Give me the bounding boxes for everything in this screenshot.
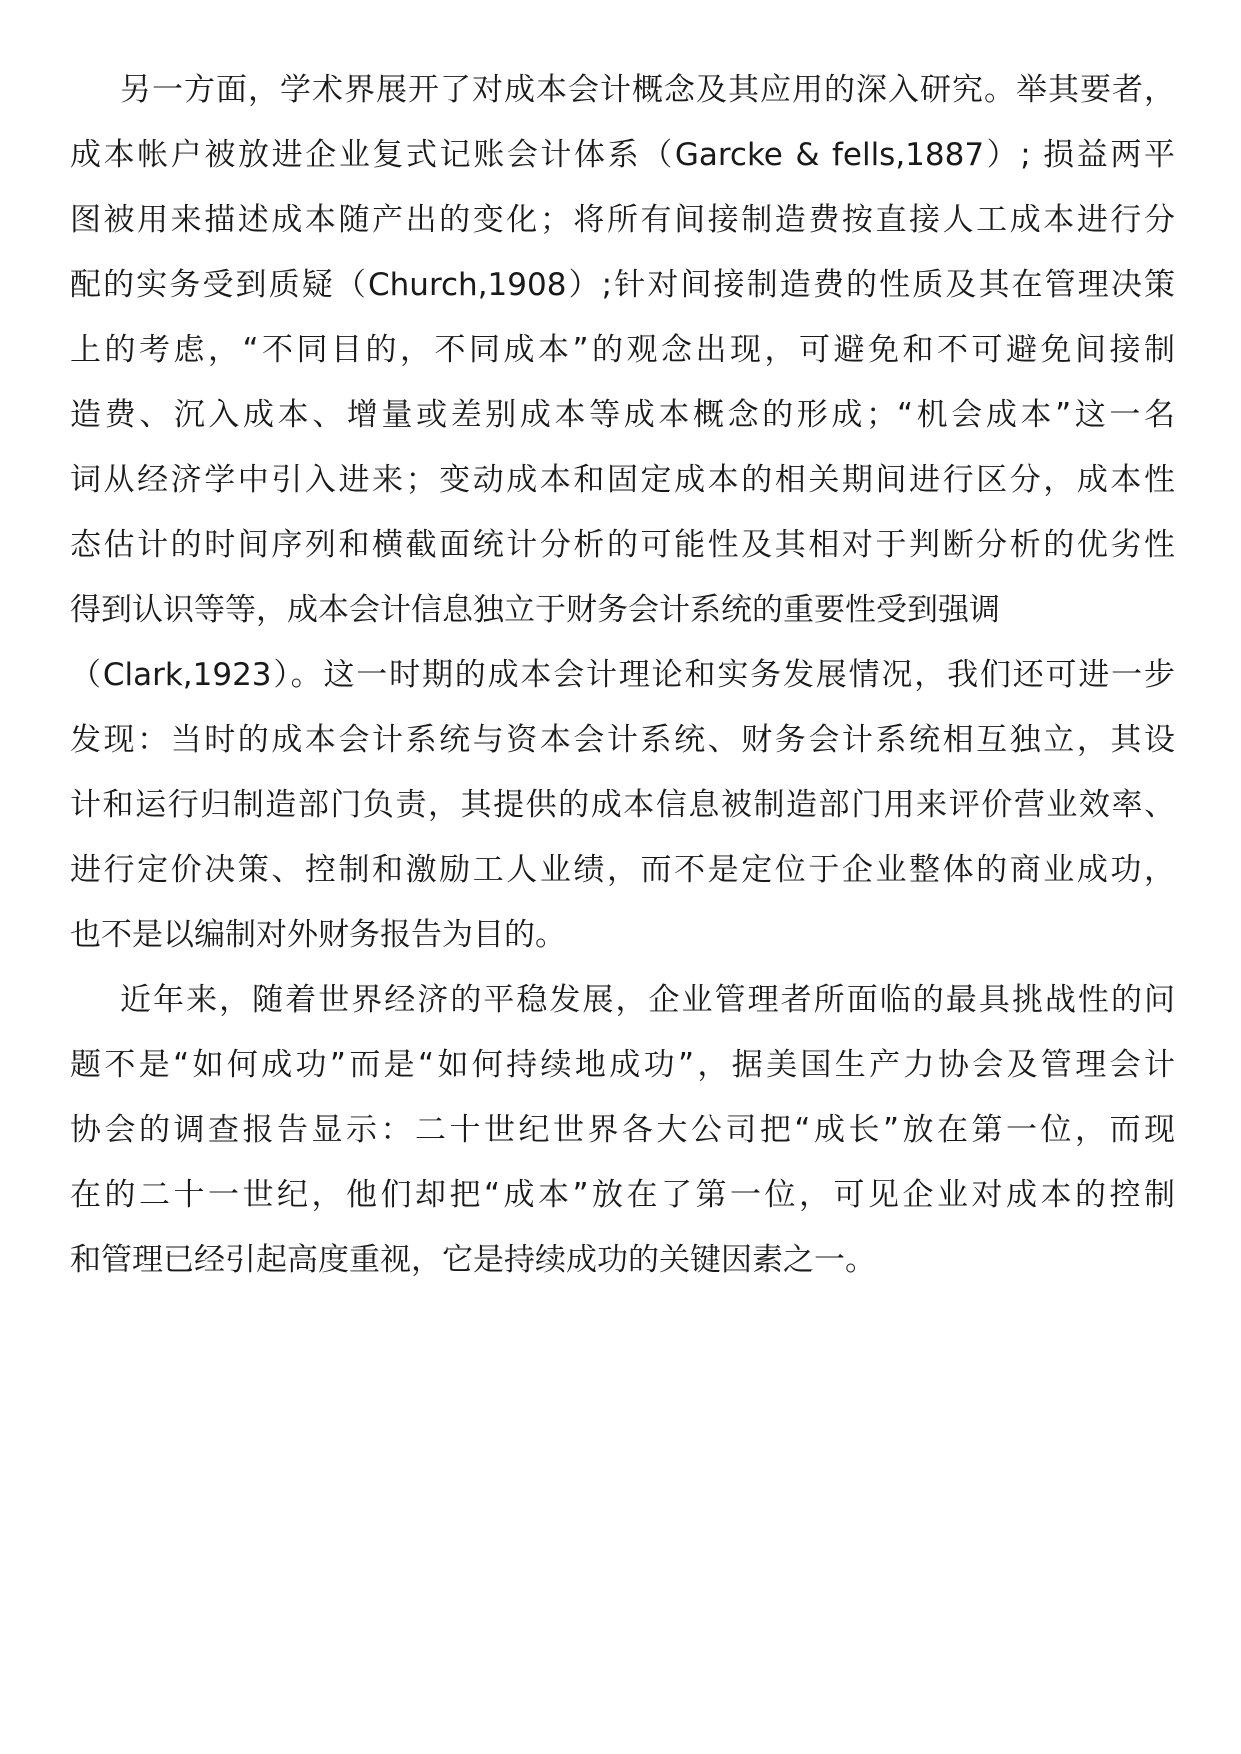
text-line: 和管理已经引起高度重视，它是持续成功的关键因素之一。 [70,1242,876,1278]
text-line: 另一方面，学术界展开了对成本会计概念及其应用的深入研究。举其要者， [120,72,1175,108]
text-line: 近年来，随着世界经济的平稳发展，企业管理者所面临的最具挑战性的问 [120,982,1175,1018]
text-line: 成本帐户被放进企业复式记账会计体系（Garcke & fells,1887）; 损益两平 [70,137,1175,173]
document-body [70,58,1175,1293]
text-line: 造费、沉入成本、增量或差别成本等成本概念的形成；“机会成本”这一名 [70,397,1175,433]
text-line: 态估计的时间序列和横截面统计分析的可能性及其相对于判断分析的优劣性 [70,527,1175,563]
text-line: 配的实务受到质疑（Church,1908）;针对间接制造费的性质及其在管理决策 [70,267,1175,303]
text-line: 发现：当时的成本会计系统与资本会计系统、财务会计系统相互独立，其设 [70,722,1175,758]
text-line: 计和运行归制造部门负责，其提供的成本信息被制造部门用来评价营业效率、 [70,787,1175,823]
text-line: 进行定价决策、控制和激励工人业绩，而不是定位于企业整体的商业成功， [70,852,1175,888]
text-line: （Clark,1923）。这一时期的成本会计理论和实务发展情况，我们还可进一步 [70,657,1175,693]
text-line: 也不是以编制对外财务报告为目的。 [70,917,566,953]
text-line: 题不是“如何成功”而是“如何持续地成功”，据美国生产力协会及管理会计 [70,1047,1175,1083]
text-line: 协会的调查报告显示：二十世纪世界各大公司把“成长”放在第一位，而现 [70,1112,1175,1148]
paragraph-1 [70,58,1175,968]
text-line: 上的考虑，“不同目的，不同成本”的观念出现，可避免和不可避免间接制 [70,332,1175,368]
paragraph-2 [70,968,1175,1293]
text-line: 得到认识等等，成本会计信息独立于财务会计系统的重要性受到强调 [70,592,1000,628]
text-line: 词从经济学中引入进来；变动成本和固定成本的相关期间进行区分，成本性 [70,462,1175,498]
text-line: 图被用来描述成本随产出的变化；将所有间接制造费按直接人工成本进行分 [70,202,1175,238]
text-line: 在的二十一世纪，他们却把“成本”放在了第一位，可见企业对成本的控制 [70,1177,1175,1213]
